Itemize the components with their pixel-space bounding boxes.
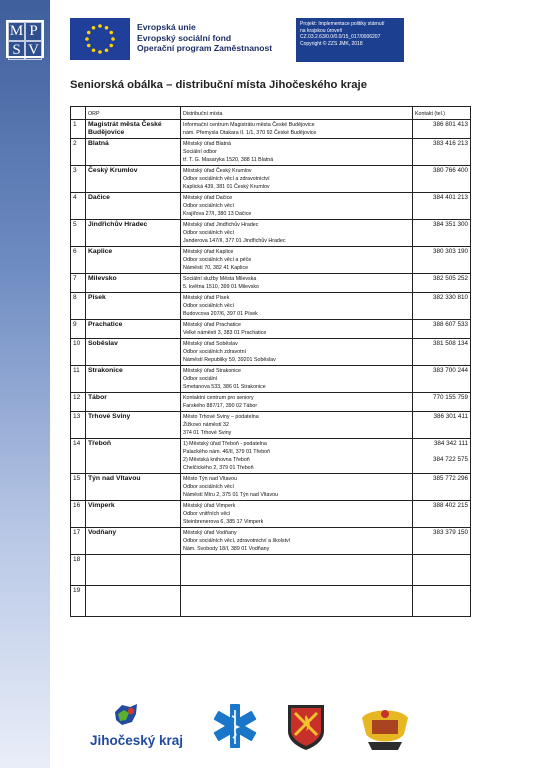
eu-star-icon (111, 37, 115, 41)
eu-line: Evropská unie (137, 22, 196, 32)
row-place (181, 139, 413, 166)
place-line: Krajířova 27/I, 380 13 Dačice (183, 211, 252, 217)
table-row (71, 366, 471, 393)
place-line: Odbor sociální (183, 376, 218, 382)
place-line: Nám. Svobody 18/I, 389 01 Vodňany (183, 546, 270, 552)
eu-line: Evropský sociální fond (137, 32, 232, 43)
place-line: Městský úřad Písek (183, 295, 230, 301)
table-row (71, 412, 471, 439)
place-line: Odbor sociálních věcí (183, 230, 234, 236)
row-number: 10 (71, 339, 86, 366)
place-line: Městský úřad Kaplice (183, 249, 234, 255)
row-number: 18 (71, 555, 86, 586)
table-header-row (71, 107, 471, 120)
row-orp: Dačice (86, 193, 181, 220)
table-row (71, 393, 471, 412)
row-number: 7 (71, 274, 86, 293)
place-line: 2) Městská knihovna Třeboň (183, 457, 250, 463)
place-line: Odbor sociálních věcí (183, 303, 234, 309)
row-orp: Týn nad Vltavou (86, 474, 181, 501)
eu-star-icon (109, 44, 113, 48)
place-line: Palackého nám. 46/II, 379 01 Třeboň (183, 449, 271, 455)
table-row (71, 139, 471, 166)
column-header-orp: ORP (86, 107, 181, 120)
contact-phone: 770 155 759 (432, 394, 468, 401)
place-line: Městský úřad Strakonice (183, 368, 241, 374)
table-row (71, 339, 471, 366)
mpsv-logo-icon (6, 20, 44, 58)
region-name: Jihočeský kraj (90, 733, 184, 748)
row-place (181, 528, 413, 555)
place-line: Sociální služby Města Milevska (183, 276, 257, 282)
place-line: Městský úřad Český Krumlov (183, 168, 252, 174)
row-place (181, 339, 413, 366)
row-number: 1 (71, 120, 86, 139)
eu-program-text (137, 22, 272, 54)
place-line: 5. května 1510, 399 01 Milevsko (183, 284, 259, 290)
row-place (181, 293, 413, 320)
eu-star-icon (92, 48, 96, 52)
row-place (181, 555, 413, 586)
row-number: 11 (71, 366, 86, 393)
contact-phone: 382 505 252 (432, 275, 468, 282)
document-title: Seniorská obálka – distribuční místa Jihočeského kraje (70, 79, 367, 91)
page-header (70, 18, 530, 68)
table-row (71, 501, 471, 528)
row-place (181, 439, 413, 474)
row-contact (413, 320, 471, 339)
place-line: Město Týn nad Vltavou (183, 476, 238, 482)
table-row (71, 439, 471, 474)
eu-line: Operační program Zaměstnanost (137, 43, 273, 53)
row-number: 16 (71, 501, 86, 528)
column-header-number (71, 107, 86, 120)
place-line: Městský úřad Vimperk (183, 503, 236, 509)
row-number: 4 (71, 193, 86, 220)
place-line: Informační centrum Magistrátu města České Budějovice (183, 122, 315, 128)
mpsv-letter: P (25, 22, 42, 41)
row-place (181, 247, 413, 274)
place-line: tř. T. G. Masaryka 1520, 388 11 Blatná (183, 157, 274, 163)
row-orp: Trhové Sviny (86, 412, 181, 439)
project-line: CZ.03.2.63/0.0/0.0/15_017/0006207 (300, 34, 381, 41)
table-body (71, 120, 471, 617)
table-row (71, 555, 471, 586)
contact-phone: 383 379 150 (432, 529, 468, 536)
row-number: 3 (71, 166, 86, 193)
place-line: Městský úřad Blatná (183, 141, 231, 147)
contact-phone: 382 330 810 (432, 294, 468, 301)
row-contact (413, 293, 471, 320)
place-line: Žižkovo náměstí 32 (183, 422, 229, 428)
place-line: Odbor sociálních věcí, zdravotnictví a školství (183, 538, 291, 544)
place-line: Náměstí Republiky 59, 39201 Soběslav (183, 357, 276, 363)
row-orp: Prachatice (86, 320, 181, 339)
column-header-contact: Kontakt (tel.) (413, 107, 471, 120)
row-place (181, 393, 413, 412)
row-orp: Třeboň (86, 439, 181, 474)
table-row (71, 193, 471, 220)
place-line: Smetanova 533, 386 01 Strakonice (183, 384, 266, 390)
footer-logos (90, 700, 530, 755)
contact-phone: 384 351 300 (432, 221, 468, 228)
row-number: 6 (71, 247, 86, 274)
row-number: 8 (71, 293, 86, 320)
row-number: 19 (71, 586, 86, 617)
contact-phone: 380 766 400 (432, 167, 468, 174)
place-line: Městský úřad Jindřichův Hradec (183, 222, 259, 228)
place-line: Kaplická 439, 381 01 Český Krumlov (183, 184, 270, 190)
row-number: 9 (71, 320, 86, 339)
place-line: Město Trhové Sviny – podatelna (183, 414, 259, 420)
row-contact (413, 339, 471, 366)
row-number: 17 (71, 528, 86, 555)
eu-star-icon (85, 37, 89, 41)
row-number: 13 (71, 412, 86, 439)
project-line: Projekt: Implementace politiky stárnutí (300, 21, 385, 27)
table-row (71, 474, 471, 501)
row-orp: Vodňany (86, 528, 181, 555)
table-row (71, 528, 471, 555)
row-contact (413, 220, 471, 247)
row-orp: Strakonice (86, 366, 181, 393)
place-line: Náměstí Míru 2, 375 01 Týn nad Vltavou (183, 492, 279, 498)
contact-phone: 385 772 296 (432, 475, 468, 482)
jihocesky-kraj-logo-icon (90, 700, 185, 752)
place-line: Odbor sociálních zdravotní (183, 349, 247, 355)
row-place (181, 193, 413, 220)
place-line: 374 01 Trhové Sviny (183, 430, 232, 436)
row-place (181, 274, 413, 293)
mpsv-letter: S (8, 41, 25, 60)
row-orp: Vimperk (86, 501, 181, 528)
eu-star-icon (98, 24, 102, 28)
row-number: 12 (71, 393, 86, 412)
row-contact (413, 393, 471, 412)
place-line: nám. Přemysla Otakara II. 1/1, 370 92 České Budějovice (183, 130, 317, 136)
place-line: Městský úřad Soběslav (183, 341, 238, 347)
row-number: 14 (71, 439, 86, 474)
table-row (71, 586, 471, 617)
distribution-table (70, 106, 471, 617)
table-row (71, 320, 471, 339)
contact-phone: 384 722 575 (432, 456, 468, 463)
row-contact (413, 193, 471, 220)
left-side-band (0, 0, 50, 768)
row-contact (413, 501, 471, 528)
row-orp (86, 555, 181, 586)
place-line: Kontaktní centrum pro seniory (183, 395, 254, 401)
eu-star-icon (98, 50, 102, 54)
contact-phone: 383 700 244 (432, 367, 468, 374)
place-line: Sociální odbor (183, 149, 217, 155)
row-orp: Magistrát města České Budějovice (86, 120, 181, 139)
eu-star-icon (87, 31, 91, 35)
place-line: Janderova 147/II, 377 01 Jindřichův Hradec (183, 238, 286, 244)
mpsv-letter: M (9, 23, 24, 39)
row-place (181, 501, 413, 528)
table-row (71, 166, 471, 193)
place-line: Náměstí 70, 382 41 Kaplice (183, 265, 249, 271)
place-line: Odbor sociálních věcí a péče (183, 257, 252, 263)
region-dot-red (128, 708, 134, 714)
eu-star-icon (105, 26, 109, 30)
star-of-life-icon (212, 702, 258, 752)
project-line: Copyright © ZZS JMK, 2018 (300, 40, 363, 47)
guard-badge-icon (358, 704, 412, 752)
row-contact (413, 247, 471, 274)
row-contact (413, 166, 471, 193)
row-orp (86, 586, 181, 617)
row-place (181, 220, 413, 247)
place-line: Chelčického 2, 379 01 Třeboň (183, 465, 254, 471)
row-place (181, 474, 413, 501)
contact-phone: 388 607 533 (432, 321, 468, 328)
table-row (71, 120, 471, 139)
contact-phone: 381 508 134 (432, 340, 468, 347)
region-mark-icon (112, 702, 140, 728)
table-row (71, 220, 471, 247)
row-contact (413, 412, 471, 439)
row-number: 5 (71, 220, 86, 247)
contact-phone: 388 402 215 (432, 502, 468, 509)
contact-phone: 383 416 213 (432, 140, 468, 147)
eu-star-icon (109, 31, 113, 35)
row-contact (413, 586, 471, 617)
row-place (181, 412, 413, 439)
project-info-box (296, 18, 404, 62)
contact-phone: 380 303 190 (432, 248, 468, 255)
row-place (181, 366, 413, 393)
table-row (71, 293, 471, 320)
mpsv-letter: V (25, 41, 42, 60)
place-line: Velké náměstí 3, 383 01 Prachatice (183, 330, 267, 336)
place-line: Městský úřad Dačice (183, 195, 233, 201)
row-orp: Písek (86, 293, 181, 320)
place-line: Steinbrenerova 6, 385 17 Vimperk (183, 519, 264, 525)
row-place (181, 120, 413, 139)
row-place (181, 320, 413, 339)
column-header-places: Distribuční místa (181, 107, 413, 120)
fire-rescue-shield-icon (286, 703, 326, 751)
row-orp: Soběslav (86, 339, 181, 366)
row-contact (413, 439, 471, 474)
contact-phone: 384 401 213 (432, 194, 468, 201)
row-orp: Kaplice (86, 247, 181, 274)
row-place (181, 166, 413, 193)
place-line: Budovcova 207/6, 397 01 Písek (183, 311, 258, 317)
row-place (181, 586, 413, 617)
place-line: Městský úřad Prachatice (183, 322, 241, 328)
place-line: Farského 887/17, 390 02 Tábor (183, 403, 258, 409)
row-contact (413, 474, 471, 501)
project-line: na krajskou úroveň (300, 27, 343, 34)
row-contact (413, 139, 471, 166)
row-orp: Jindřichův Hradec (86, 220, 181, 247)
eu-star-icon (105, 48, 109, 52)
row-orp: Milevsko (86, 274, 181, 293)
row-contact (413, 528, 471, 555)
place-line: Odbor sociálních věcí (183, 203, 234, 209)
row-orp: Blatná (86, 139, 181, 166)
table-row (71, 247, 471, 274)
place-line: Odbor sociálních věcí (183, 484, 234, 490)
place-line: 1) Městský úřad Třeboň - podatelna (183, 441, 267, 447)
row-contact (413, 555, 471, 586)
row-contact (413, 120, 471, 139)
eu-flag-icon (70, 18, 130, 60)
place-line: Městský úřad Vodňany (183, 530, 237, 536)
eu-star-icon (92, 26, 96, 30)
row-contact (413, 274, 471, 293)
contact-phone: 386 801 413 (432, 121, 468, 128)
row-orp: Tábor (86, 393, 181, 412)
table-row (71, 274, 471, 293)
eu-star-icon (87, 44, 91, 48)
row-orp: Český Krumlov (86, 166, 181, 193)
row-number: 15 (71, 474, 86, 501)
contact-phone: 384 342 111 (433, 440, 468, 447)
row-number: 2 (71, 139, 86, 166)
place-line: Odbor sociálních věcí a zdravotnictví (183, 176, 270, 182)
place-line: Odbor vnitřních věcí (183, 511, 231, 517)
contact-phone: 386 301 411 (433, 413, 468, 420)
row-contact (413, 366, 471, 393)
